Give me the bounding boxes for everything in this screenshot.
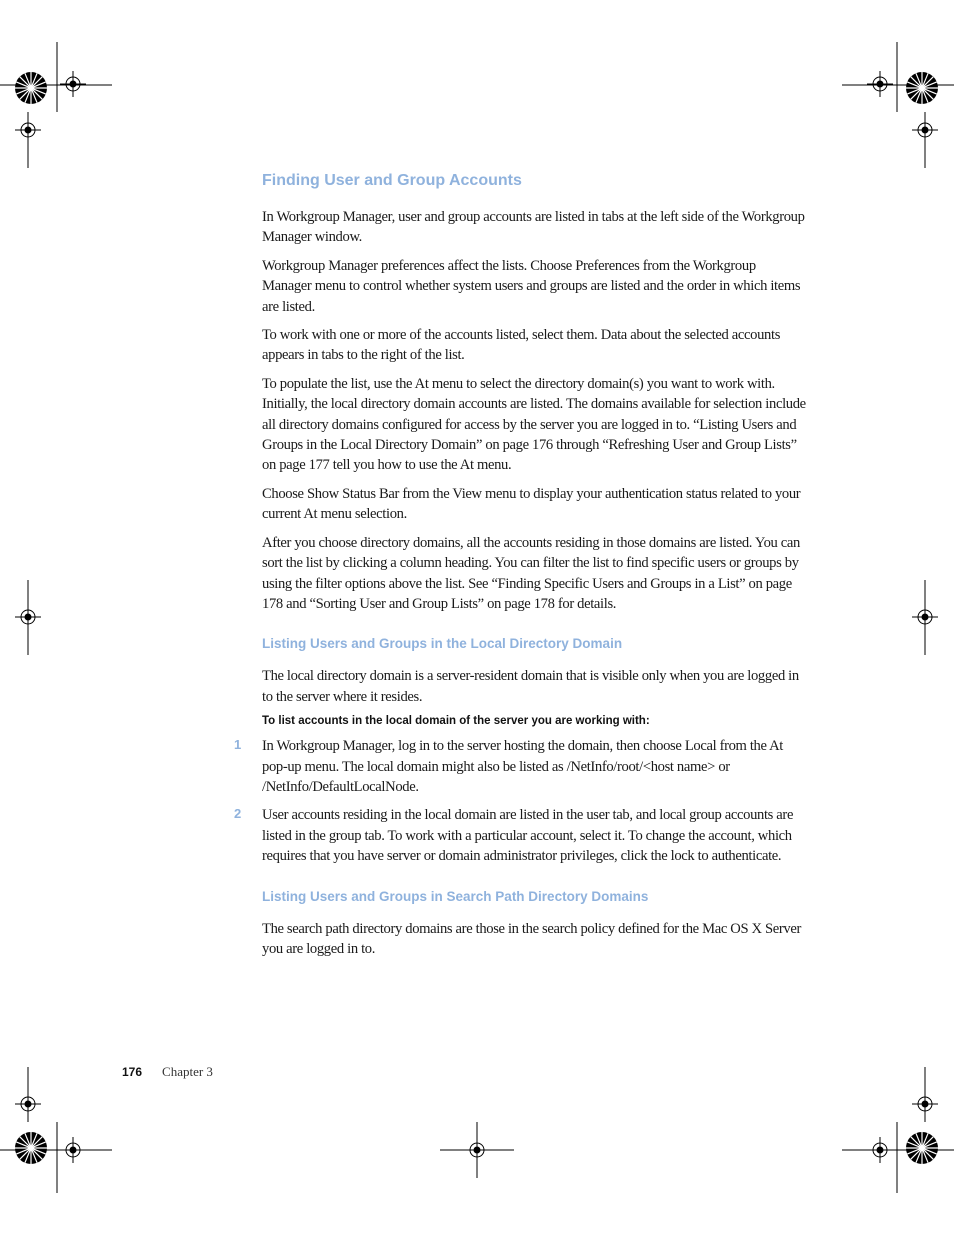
step-number: 2	[234, 806, 242, 822]
section-title: Finding User and Group Accounts	[262, 172, 522, 189]
subsection-heading-search: Listing Users and Groups in Search Path Directory Domains	[262, 888, 649, 904]
main-content	[234, 172, 807, 967]
paragraph: To work with one or more of the accounts listed, select them. Data about the selected accounts appears in tabs to the right of the list.	[262, 327, 781, 364]
crop-mark-bottom-left	[0, 1067, 112, 1193]
page-footer	[122, 1063, 213, 1081]
crop-mark-middle-right	[912, 580, 938, 655]
paragraph: Choose Show Status Bar from the View menu to display your authentication status related to your current At menu selection.	[262, 485, 801, 523]
task-heading: To list accounts in the local domain of the server you are working with:	[262, 715, 650, 728]
paragraph: The search path directory domains are those in the search policy defined for the Mac OS X Server you are logged in to.	[262, 920, 801, 957]
step-item	[234, 736, 807, 797]
subsection-heading-local: Listing Users and Groups in the Local Directory Domain	[262, 636, 623, 652]
paragraph: After you choose directory domains, all the accounts residing in those domains are listed. You can sort the list by clicking a column heading. You can filter the list to find specific users or groups by using the filter options above the list. See “Finding Specific Users and Groups in a List” on page 178 and “Sorting User and Group Lists” on page 178 for details.	[262, 534, 800, 612]
paragraph: In Workgroup Manager, user and group accounts are listed in tabs at the left side of the Workgroup Manager window.	[262, 209, 805, 246]
crop-mark-top-right	[842, 42, 954, 168]
step-number: 1	[234, 737, 242, 753]
page-number: 176	[122, 1065, 143, 1079]
step-item	[234, 805, 807, 866]
crop-mark-top-left	[0, 42, 112, 168]
paragraph: To populate the list, use the At menu to select the directory domain(s) you want to work with. Initially, the local directory domain accounts are listed. The domains available for selection include all directory domains configured for access by the server you are logged in to. “Listing Users and Groups in the Local Directory Domain” on page 176 through “Refreshing User and Group Lists” on page 177 tell you how to use the At menu.	[262, 375, 806, 474]
crop-mark-bottom-right	[842, 1067, 954, 1193]
step-text: In Workgroup Manager, log in to the server hosting the domain, then choose Local from the At pop-up menu. The local domain might also be listed as /NetInfo/root/<host name> or /NetInfo/DefaultLocalNode.	[262, 738, 784, 795]
paragraph: The local directory domain is a server-resident domain that is visible only when you are logged in to the server where it resides.	[262, 668, 799, 705]
step-text: User accounts residing in the local domain are listed in the user tab, and local group accounts are listed in the group tab. To work with a particular account, select it. To change the account, which requires that you have server or domain administrator privileges, click the lock to authenticate.	[262, 807, 794, 865]
chapter-label: Chapter 3	[162, 1064, 213, 1079]
crop-mark-middle-left	[15, 580, 41, 655]
paragraph: Workgroup Manager preferences affect the lists. Choose Preferences from the Workgroup Manager menu to control whether system users and groups are listed and the order in which items are listed.	[262, 257, 801, 315]
crop-mark-bottom-center	[440, 1122, 514, 1178]
